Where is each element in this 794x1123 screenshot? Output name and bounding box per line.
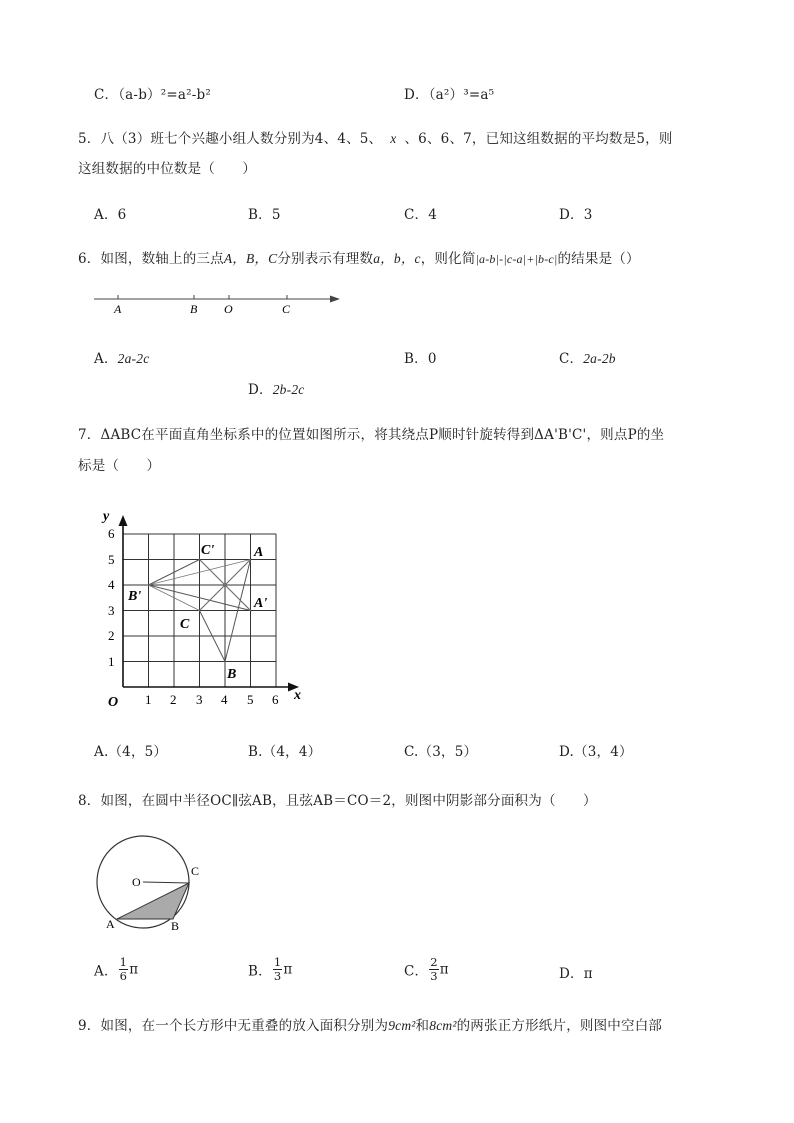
label-c: C (282, 302, 291, 316)
q6-stem: 6．如图，数轴上的三点A，B，C分别表示有理数a，b，c，则化简|a-b|-|c-a|+|b-c|的结果是（） (78, 251, 640, 267)
q8-option-b: B． $\frac{1}{3}$ π (248, 955, 293, 983)
q7-option-d: D.（3，4） (559, 744, 633, 760)
x-axis-label: x (294, 688, 301, 703)
x-tick-6: 6 (272, 692, 279, 707)
y-tick-1: 1 (108, 654, 115, 669)
q5-line1: 5．八（3）班七个兴趣小组人数分别为4、4、5、 x 、6、6、7，已知这组数据的平均数是5，则 (78, 131, 673, 147)
y-tick-4: 4 (108, 577, 115, 592)
y-axis-arrow-icon (119, 515, 128, 526)
q6-option-d: D．2b-2c (248, 382, 305, 398)
label-b: B (190, 302, 198, 316)
q7-option-a: A.（4，5） (94, 744, 168, 760)
label-b-point: B (227, 667, 237, 682)
label-a-prime: A' (254, 596, 268, 611)
q8-option-c: C． $\frac{2}{3}$ π (404, 955, 449, 983)
label-c-point: C (180, 617, 190, 632)
shaded-region (117, 883, 189, 919)
q5-option-d: D．3 (559, 207, 593, 223)
q4-option-d: D．（a²）³=a⁵ (404, 87, 495, 103)
circle-figure (94, 830, 214, 936)
x-tick-5: 5 (247, 692, 254, 707)
coordinate-grid-figure (96, 500, 312, 716)
q7-option-c: C.（3，5） (404, 744, 478, 760)
q7-option-b: B.（4，4） (248, 744, 322, 760)
x-tick-4: 4 (221, 692, 228, 707)
q8-line1: 8．如图，在圆中半径OC∥弦AB，且弦AB＝CO＝2，则图中阴影部分面积为（ ） (78, 793, 597, 809)
y-tick-2: 2 (108, 628, 115, 643)
label-b-prime: B' (128, 589, 142, 604)
q9-line1: 9．如图，在一个长方形中无重叠的放入面积分别为9cm²和8cm²的两张正方形纸片，则图中空白部 (78, 1018, 663, 1034)
q6-option-b: B．0 (404, 351, 437, 367)
fraction-2-3: $\frac{2}{3}$ (430, 955, 438, 983)
label-o: O (224, 302, 233, 316)
radius-oc (143, 882, 189, 883)
label-a-point: A (106, 917, 115, 931)
y-tick-5: 5 (108, 552, 115, 567)
q7-line2: 标是（ ） (78, 458, 161, 474)
label-b-point: B (171, 919, 180, 933)
q8-option-d: D．π (559, 966, 593, 982)
x-tick-1: 1 (145, 692, 152, 707)
label-c-prime: C' (201, 543, 215, 558)
label-a: A (114, 302, 122, 316)
label-c-point: C (191, 864, 200, 878)
label-a-point: A (254, 545, 264, 560)
y-axis-label: y (103, 509, 110, 524)
q5-option-a: A．6 (94, 207, 127, 223)
q4-option-c: C．（a-b）²=a²-b² (94, 87, 211, 103)
fraction-1-6: $\frac{1}{6}$ (119, 955, 128, 983)
x-tick-3: 3 (196, 692, 203, 707)
fraction-1-3: $\frac{1}{3}$ (273, 955, 282, 983)
q5-line2: 这组数据的中位数是（ ） (78, 161, 257, 177)
number-line-figure (90, 286, 350, 318)
label-o-point: O (132, 875, 141, 889)
q5-option-c: C．4 (404, 207, 438, 223)
q8-option-a: A． $\frac{1}{6}$ π (94, 955, 139, 983)
origin-label: O (108, 695, 119, 710)
q7-line1: 7．ΔABC在平面直角坐标系中的位置如图所示，将其绕点P顺时针旋转得到ΔA'B'C'，则点P的坐 (78, 427, 665, 443)
y-tick-6: 6 (108, 526, 115, 541)
q6-option-c: C．2a-2b (559, 351, 616, 367)
y-tick-3: 3 (108, 603, 115, 618)
q6-option-a: A．2a-2c (94, 351, 150, 367)
number-line-arrow-icon (330, 296, 340, 303)
x-tick-2: 2 (170, 692, 177, 707)
q5-option-b: B．5 (248, 207, 281, 223)
